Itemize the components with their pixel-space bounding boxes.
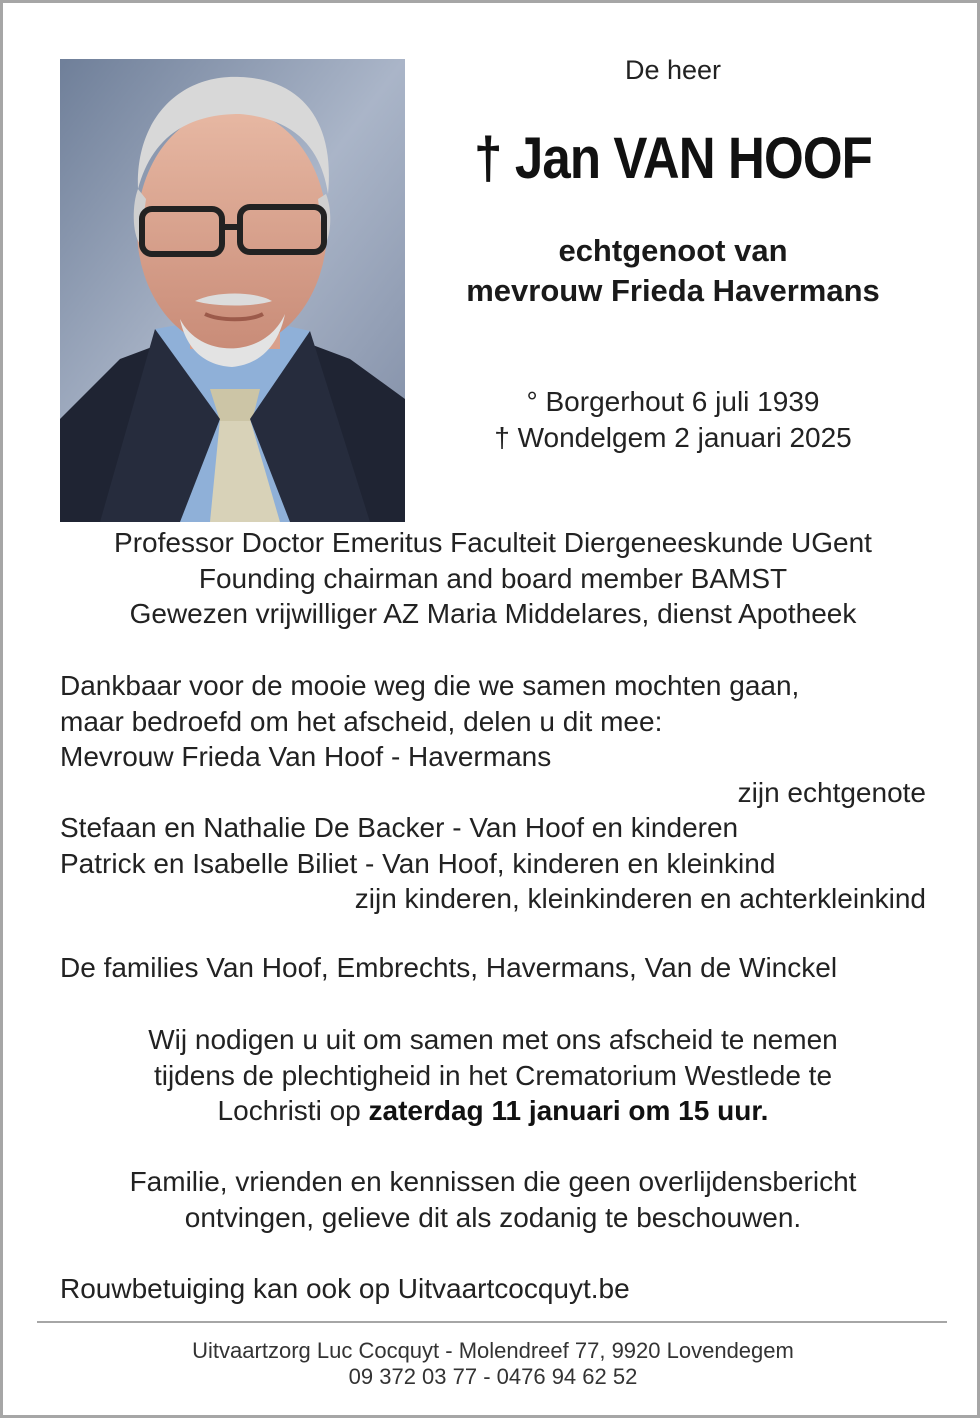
professional-titles — [43, 525, 943, 632]
deceased-name: † Jan VAN HOOF — [474, 126, 872, 191]
spouse-relation: zijn echtgenote — [737, 776, 926, 808]
spouse-line-1: echtgenoot van — [558, 233, 788, 268]
invitation-line-3 — [43, 1093, 943, 1129]
spouse-block — [403, 231, 943, 311]
funeral-home-footer — [43, 1338, 943, 1390]
portrait-photo — [60, 59, 405, 522]
children-relation: zijn kinderen, kleinkinderen en achterkleinkind — [354, 883, 926, 914]
title-line-1: Professor Doctor Emeritus Faculteit Diergeneeskunde UGent — [114, 527, 872, 558]
footer-phones: 09 372 03 77 - 0476 94 62 52 — [348, 1364, 638, 1389]
birth-date: ° Borgerhout 6 juli 1939 — [526, 386, 820, 417]
invitation-location: Lochristi op — [217, 1095, 369, 1126]
spouse-line-2: mevrouw Frieda Havermans — [466, 273, 880, 308]
spouse-name: Mevrouw Frieda Van Hoof - Havermans — [60, 741, 552, 772]
death-date: † Wondelgem 2 januari 2025 — [494, 422, 852, 453]
condolence-line: Rouwbetuiging kan ook op Uitvaartcocquyt.be — [60, 1273, 630, 1304]
footer-divider — [37, 1321, 947, 1323]
notice-line-2: ontvingen, gelieve dit als zodanig te beschouwen. — [184, 1201, 802, 1233]
announcement-line-2: maar bedroefd om het afscheid, delen u dit mee: — [60, 705, 663, 737]
invitation-line-2: tijdens de plechtigheid in het Crematorium Westlede te — [153, 1059, 833, 1091]
child-line-2: Patrick en Isabelle Biliet - Van Hoof, kinderen en kleinkind — [60, 847, 776, 879]
life-dates — [403, 384, 943, 456]
invitation-block — [43, 1022, 943, 1129]
notice-block — [43, 1164, 943, 1235]
announcement-block — [60, 668, 926, 917]
title-line-3: Gewezen vrijwilliger AZ Maria Middelares, dienst Apotheek — [129, 598, 857, 629]
salutation: De heer — [624, 55, 722, 85]
announcement-line-1: Dankbaar voor de mooie weg die we samen mochten gaan, — [60, 670, 800, 701]
notice-line-1: Familie, vrienden en kennissen die geen overlijdensbericht — [129, 1166, 857, 1197]
footer-address: Uitvaartzorg Luc Cocquyt - Molendreef 77, 9920 Lovendegem — [192, 1338, 794, 1363]
child-line-1: Stefaan en Nathalie De Backer - Van Hoof en kinderen — [60, 812, 739, 843]
title-line-2: Founding chairman and board member BAMST — [198, 562, 788, 594]
invitation-line-1: Wij nodigen u uit om samen met ons afscheid te nemen — [148, 1024, 838, 1055]
families-line: De families Van Hoof, Embrechts, Havermans, Van de Winckel — [60, 952, 838, 983]
ceremony-datetime: zaterdag 11 januari om 15 uur. — [368, 1095, 769, 1126]
